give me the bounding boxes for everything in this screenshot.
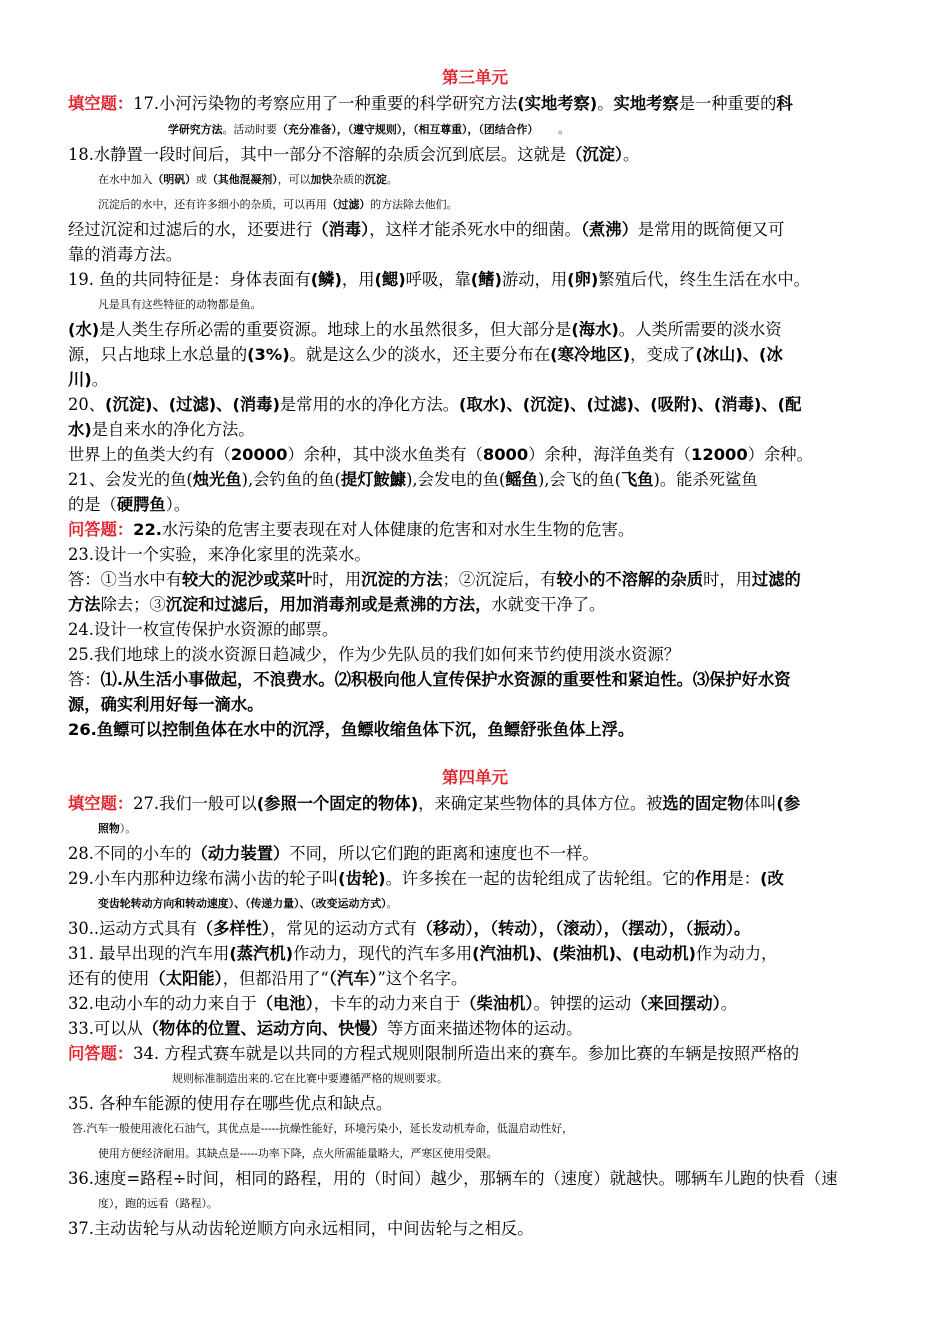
text-segment: (实地考察) [517,94,598,113]
text-segment: (蒸汽机) [229,944,294,963]
text-segment: 照物 [98,822,120,835]
text-segment: 的是（ [68,495,117,514]
unit3-line-18 [68,543,910,567]
unit3-line-22 [68,643,910,667]
text-segment: 过滤的 [751,570,801,589]
text-segment: 水污染的危害主要表现在对人体健康的危害和对水生生物的危害。 [161,520,635,539]
text-segment: ⑴.从生活小事做起，不浪费水。⑵积极向他人宣传保护水资源的重要性和紧迫性。⑶保护好水资 [100,670,791,689]
text-segment: 硬腭鱼 [116,495,166,514]
unit3-line-17 [68,518,910,542]
text-segment: 是常用的既简便又可 [637,220,785,239]
text-segment: 除去；③ [100,595,166,614]
text-segment: 靠的消毒方法。 [68,245,182,264]
text-segment: 源，确实利用好每一滴水。 [68,695,264,714]
text-segment: .运动方式具有 [93,919,197,938]
text-segment: 变齿轮转动方向和转动速度）、（传递力量）、（改变运动方式） [98,897,387,910]
text-segment: )。能杀死鲨鱼 [653,470,758,489]
text-segment: 24.设计一枚宣传保护水资源的邮票。 [68,620,339,639]
text-segment: 。 [91,370,109,389]
text-segment: ，常见的运动方式有 [270,919,417,938]
text-segment: (水) [68,320,100,339]
text-segment: （柴油机） [460,994,534,1013]
unit4-fill-label: 填空题： [68,794,134,813]
unit3-line-7 [68,268,910,292]
unit3-line-15 [68,468,910,492]
text-segment: （煮沸） [580,220,638,239]
unit4-line-7 [68,967,910,991]
text-segment: ）余种，海洋鱼类有（ [528,445,692,464]
unit3-line-5 [68,218,910,242]
unit3-line-21 [68,618,910,642]
text-segment: ，但都沿用了“ [222,969,329,988]
text-segment: 繁殖后代，终生生活在水中。 [598,270,810,289]
unit4-line-11 [172,1067,950,1091]
text-segment: ）余种。 [747,445,813,464]
text-segment: ）。 [119,822,137,835]
text-segment: 选的固定物 [662,794,744,813]
unit4-line-1 [98,817,940,841]
unit3-line-14 [68,443,910,467]
unit4-line-6 [68,942,910,966]
text-segment: （沉淀） [566,145,624,164]
unit3-line-19 [68,568,910,592]
text-segment: 沉淀后的水中，还有许多细小的杂质，可以再用 [98,198,327,211]
unit3-qa-label: 问答题： [68,520,134,539]
text-segment: 。 [597,94,614,113]
text-segment: ）。 [165,495,191,514]
unit4-title: 第四单元 [442,768,508,787]
text-segment: 答： [68,670,101,689]
text-segment: 17.小河污染物的考察应用了一种重要的科学研究方法 [133,94,518,113]
text-segment: 37.主动齿轮与从动齿轮逆顺方向永远相同，中间齿轮与之相反。 [68,1219,534,1238]
text-segment: 。 [623,145,640,164]
unit3-line-9 [68,318,910,342]
text-segment: 29.小车内那种边缘布满小齿的轮子叫 [68,869,339,888]
text-segment: 35. 各种车能源的使用存在哪些优点和缺点。 [68,1094,393,1113]
text-segment: 源，只占地球上水总量的 [68,345,248,364]
text-segment: （多样性） [196,919,271,938]
unit3-line-8 [98,293,940,317]
text-segment: 28.不同的小车的 [68,844,192,863]
text-segment: 烛光鱼 [192,470,242,489]
text-segment: 33.可以从 [68,1019,143,1038]
text-segment: 20、 [68,395,105,414]
text-segment: ，这样才能杀死水中的细菌。 [369,220,581,239]
text-segment: 水) [68,420,92,439]
text-segment: ，可以 [277,173,311,186]
text-segment: （充分准备），（遵守规则），（相互尊重），（团结合作） [276,123,533,136]
text-segment: 18.水静置一段时间后，其中一部分不溶解的杂质会沉到底层。这就是 [68,145,567,164]
text-segment: 是自来水的净化方法。 [91,420,255,439]
text-segment: 规则标准制造出来的.它在比赛中要遵循严格的规则要求。 [172,1072,448,1085]
text-segment: （物体的位置、运动方向、快慢） [142,1019,387,1038]
text-segment: 沉淀的方法 [361,570,443,589]
text-segment: 较大的泥沙或菜叶 [181,570,313,589]
text-segment: ，变成了 [630,345,696,364]
text-segment: 答.汽车一般使用液化石油气，其优点是-----抗燥性能好，环境污染小，延长发动机寿命，低温启动性好， [72,1122,574,1135]
text-segment: 30. [68,919,94,938]
text-segment: 23.设计一个实验，来净化家里的洗菜水。 [68,545,371,564]
text-segment: (鳍) [470,270,502,289]
unit4-line-10 [68,1042,910,1066]
text-segment: 世界上的鱼类大约有（ [68,445,231,464]
text-segment: （汽车） [328,969,378,988]
text-segment: 。许多挨在一起的齿轮组成了齿轮组。它的 [385,869,695,888]
text-segment: 沉淀和过滤后，用加消毒剂或是煮沸的方法， [165,595,492,614]
text-segment: 作为动力， [695,944,778,963]
text-segment: 杂质的 [332,173,365,186]
text-segment: (汽油机)、(柴油机)、(电动机) [472,944,696,963]
text-segment: 21、会发光的鱼( [68,470,193,489]
text-segment: 使用方便经济耐用。其缺点是-----功率下降，点火所需能量略大，严寒区使用受限。 [98,1147,498,1160]
text-segment: 。 [386,173,398,186]
unit3-line-6 [68,243,910,267]
unit3-line-10 [68,343,910,367]
text-segment: 凡是具有这些特征的动物都是鱼。 [98,298,262,311]
text-segment: 或 [196,173,207,186]
text-segment: ),会钓鱼的鱼( [241,470,341,489]
text-segment: ),会发电的鱼( [406,470,506,489]
text-segment: (鳃) [374,270,406,289]
unit4-line-5 [68,917,910,941]
text-segment: 。活动时要 [222,123,277,136]
unit4-line-8 [68,992,910,1016]
text-segment: 12000 [691,445,748,464]
text-segment: 19. 鱼的共同特征是：身体表面有 [68,270,311,289]
text-segment: （太阳能） [149,969,223,988]
text-segment: (沉淀)、(过滤)、(消毒) [105,395,280,414]
text-segment: 。钟摆的运动 [533,994,632,1013]
text-segment: ，来确定某些物体的具体方位。被 [418,794,663,813]
text-segment: 时，用 [703,570,752,589]
text-segment: (海水) [571,320,619,339]
text-segment: 。就是这么少的淡水，还主要分布在 [289,345,551,364]
text-segment: (鳞) [310,270,342,289]
text-segment: 是一种重要的 [678,94,777,113]
unit4-line-13 [72,1117,914,1141]
text-segment: 等方面来描述物体的运动。 [386,1019,583,1038]
text-segment: （来回摆动） [631,994,721,1013]
unit3-line-16 [68,493,910,517]
text-segment: 作动力，现代的汽车多用 [293,944,473,963]
text-segment: ),会飞的鱼( [537,470,621,489]
text-segment: 加快 [310,173,333,186]
text-segment: 是常用的水的净化方法。 [279,395,460,414]
text-segment: 鳐鱼 [505,470,538,489]
text-segment: 。 [532,123,569,136]
text-segment: 不同，所以它们跑的距离和速度也不一样。 [289,844,599,863]
text-segment: （消毒） [312,220,370,239]
text-segment: (齿轮) [338,869,386,888]
unit3-line-20 [68,593,910,617]
text-segment: 时，用 [312,570,362,589]
text-segment: 36.速度=路程÷时间，相同的路程，用的（时间）越少，那辆车的（速度）就越快。哪辆车儿跑的快看（速 [68,1169,838,1188]
unit3-line-2 [68,143,910,167]
text-segment: （明矾） [152,173,197,186]
unit4-line-12 [68,1092,910,1116]
text-segment: (参 [776,794,801,813]
text-segment: （过滤） [326,198,371,211]
text-segment: 22. [133,520,162,539]
unit3-title: 第三单元 [442,68,508,87]
text-segment: 是： [727,869,761,888]
unit3-line-13 [68,418,910,442]
unit4-line-9 [68,1017,910,1041]
text-segment: 是人类生存所必需的重要资源。地球上的水虽然很多，但大部分是 [99,320,572,339]
text-segment: 方法 [68,595,101,614]
unit4-line-17 [68,1217,910,1241]
text-segment: (取水)、(沉淀)、(过滤)、(吸附)、(消毒)、(配 [459,395,802,414]
unit3-line-24 [68,693,910,717]
text-segment: 26.鱼鳔可以控制鱼体在水中的沉浮，鱼鳔收缩鱼体下沉，鱼鳔舒张鱼体上浮。 [68,720,635,739]
text-segment: （移动），（转动），（滚动），（摆动），（振动）。 [416,919,751,938]
unit3-line-4 [98,193,940,217]
text-segment: 。人类所需要的淡水资 [618,320,782,339]
text-segment: 飞鱼 [620,470,654,489]
text-segment: 25.我们地球上的淡水资源日趋减少，作为少先队员的我们如何来节约使用淡水资源？ [68,645,681,664]
text-segment: 度），跑的远看（路程）。 [98,1197,218,1210]
text-segment: （动力装置） [191,844,290,863]
text-segment: ，卡车的动力来自于 [313,994,461,1013]
text-segment: 沉淀 [364,173,387,186]
text-segment: 游动，用 [501,270,568,289]
text-segment: 川) [68,370,92,389]
text-segment: 提灯鮟鱇 [340,470,407,489]
text-segment: 还有的使用 [68,969,150,988]
text-segment: ；②沉淀后，有 [442,570,557,589]
unit4-line-4 [98,892,940,916]
unit4-line-0 [68,792,910,816]
unit4-line-16 [98,1192,940,1216]
text-segment: 20000 [230,445,288,464]
text-segment: 。 [386,897,398,910]
text-segment: 实地考察 [613,94,679,113]
text-segment: 32.电动小车的动力来自于 [68,994,257,1013]
text-segment: 34. 方程式赛车就是以共同的方程式规则限制所造出来的赛车。参加比赛的车辆是按照严格的 [133,1044,800,1063]
text-segment: 的方法除去他们。 [370,198,458,211]
text-segment: 水就变干净了。 [491,595,606,614]
text-segment: ”这个名字。 [377,969,468,988]
text-segment: 27.我们一般可以 [133,794,257,813]
unit3-line-11 [68,368,910,392]
text-segment: 学研究方法 [168,123,223,136]
text-segment: (3%) [247,345,290,364]
text-segment: ，用 [341,270,375,289]
text-segment: 科 [776,94,793,113]
text-segment: ）余种，其中淡水鱼类有（ [287,445,483,464]
unit4-line-3 [68,867,910,891]
unit4-line-15 [68,1167,910,1191]
text-segment: (卵) [567,270,599,289]
text-segment: 8000 [482,445,529,464]
unit3-line-23 [68,668,910,692]
text-segment: 体叫 [743,794,777,813]
unit4-line-14 [98,1142,940,1166]
text-segment: 经过沉淀和过滤后的水，还要进行 [68,220,313,239]
text-segment: (改 [760,869,784,888]
unit4-qa-label: 问答题： [68,1044,134,1063]
text-segment: 在水中加入 [98,173,153,186]
unit3-line-1 [168,118,950,142]
text-segment: (冰山)、(冰 [695,345,783,364]
text-segment: 答：①当水中有 [68,570,182,589]
text-segment: 。 [720,994,738,1013]
text-segment: (参照一个固定的物体) [256,794,419,813]
unit3-line-25 [68,718,910,742]
text-segment: 呼吸，靠 [405,270,471,289]
unit4-line-2 [68,842,910,866]
unit3-line-3 [98,168,940,192]
unit3-line-0 [68,92,910,116]
unit3-fill-label: 填空题： [68,94,134,113]
text-segment: （电池） [256,994,314,1013]
text-segment: （其他混凝剂） [206,173,278,186]
text-segment: (寒冷地区) [550,345,631,364]
text-segment: 较小的不溶解的杂质 [556,570,704,589]
unit3-line-12 [68,393,910,417]
text-segment: 31. 最早出现的汽车用 [68,944,230,963]
text-segment: 作用 [694,869,728,888]
